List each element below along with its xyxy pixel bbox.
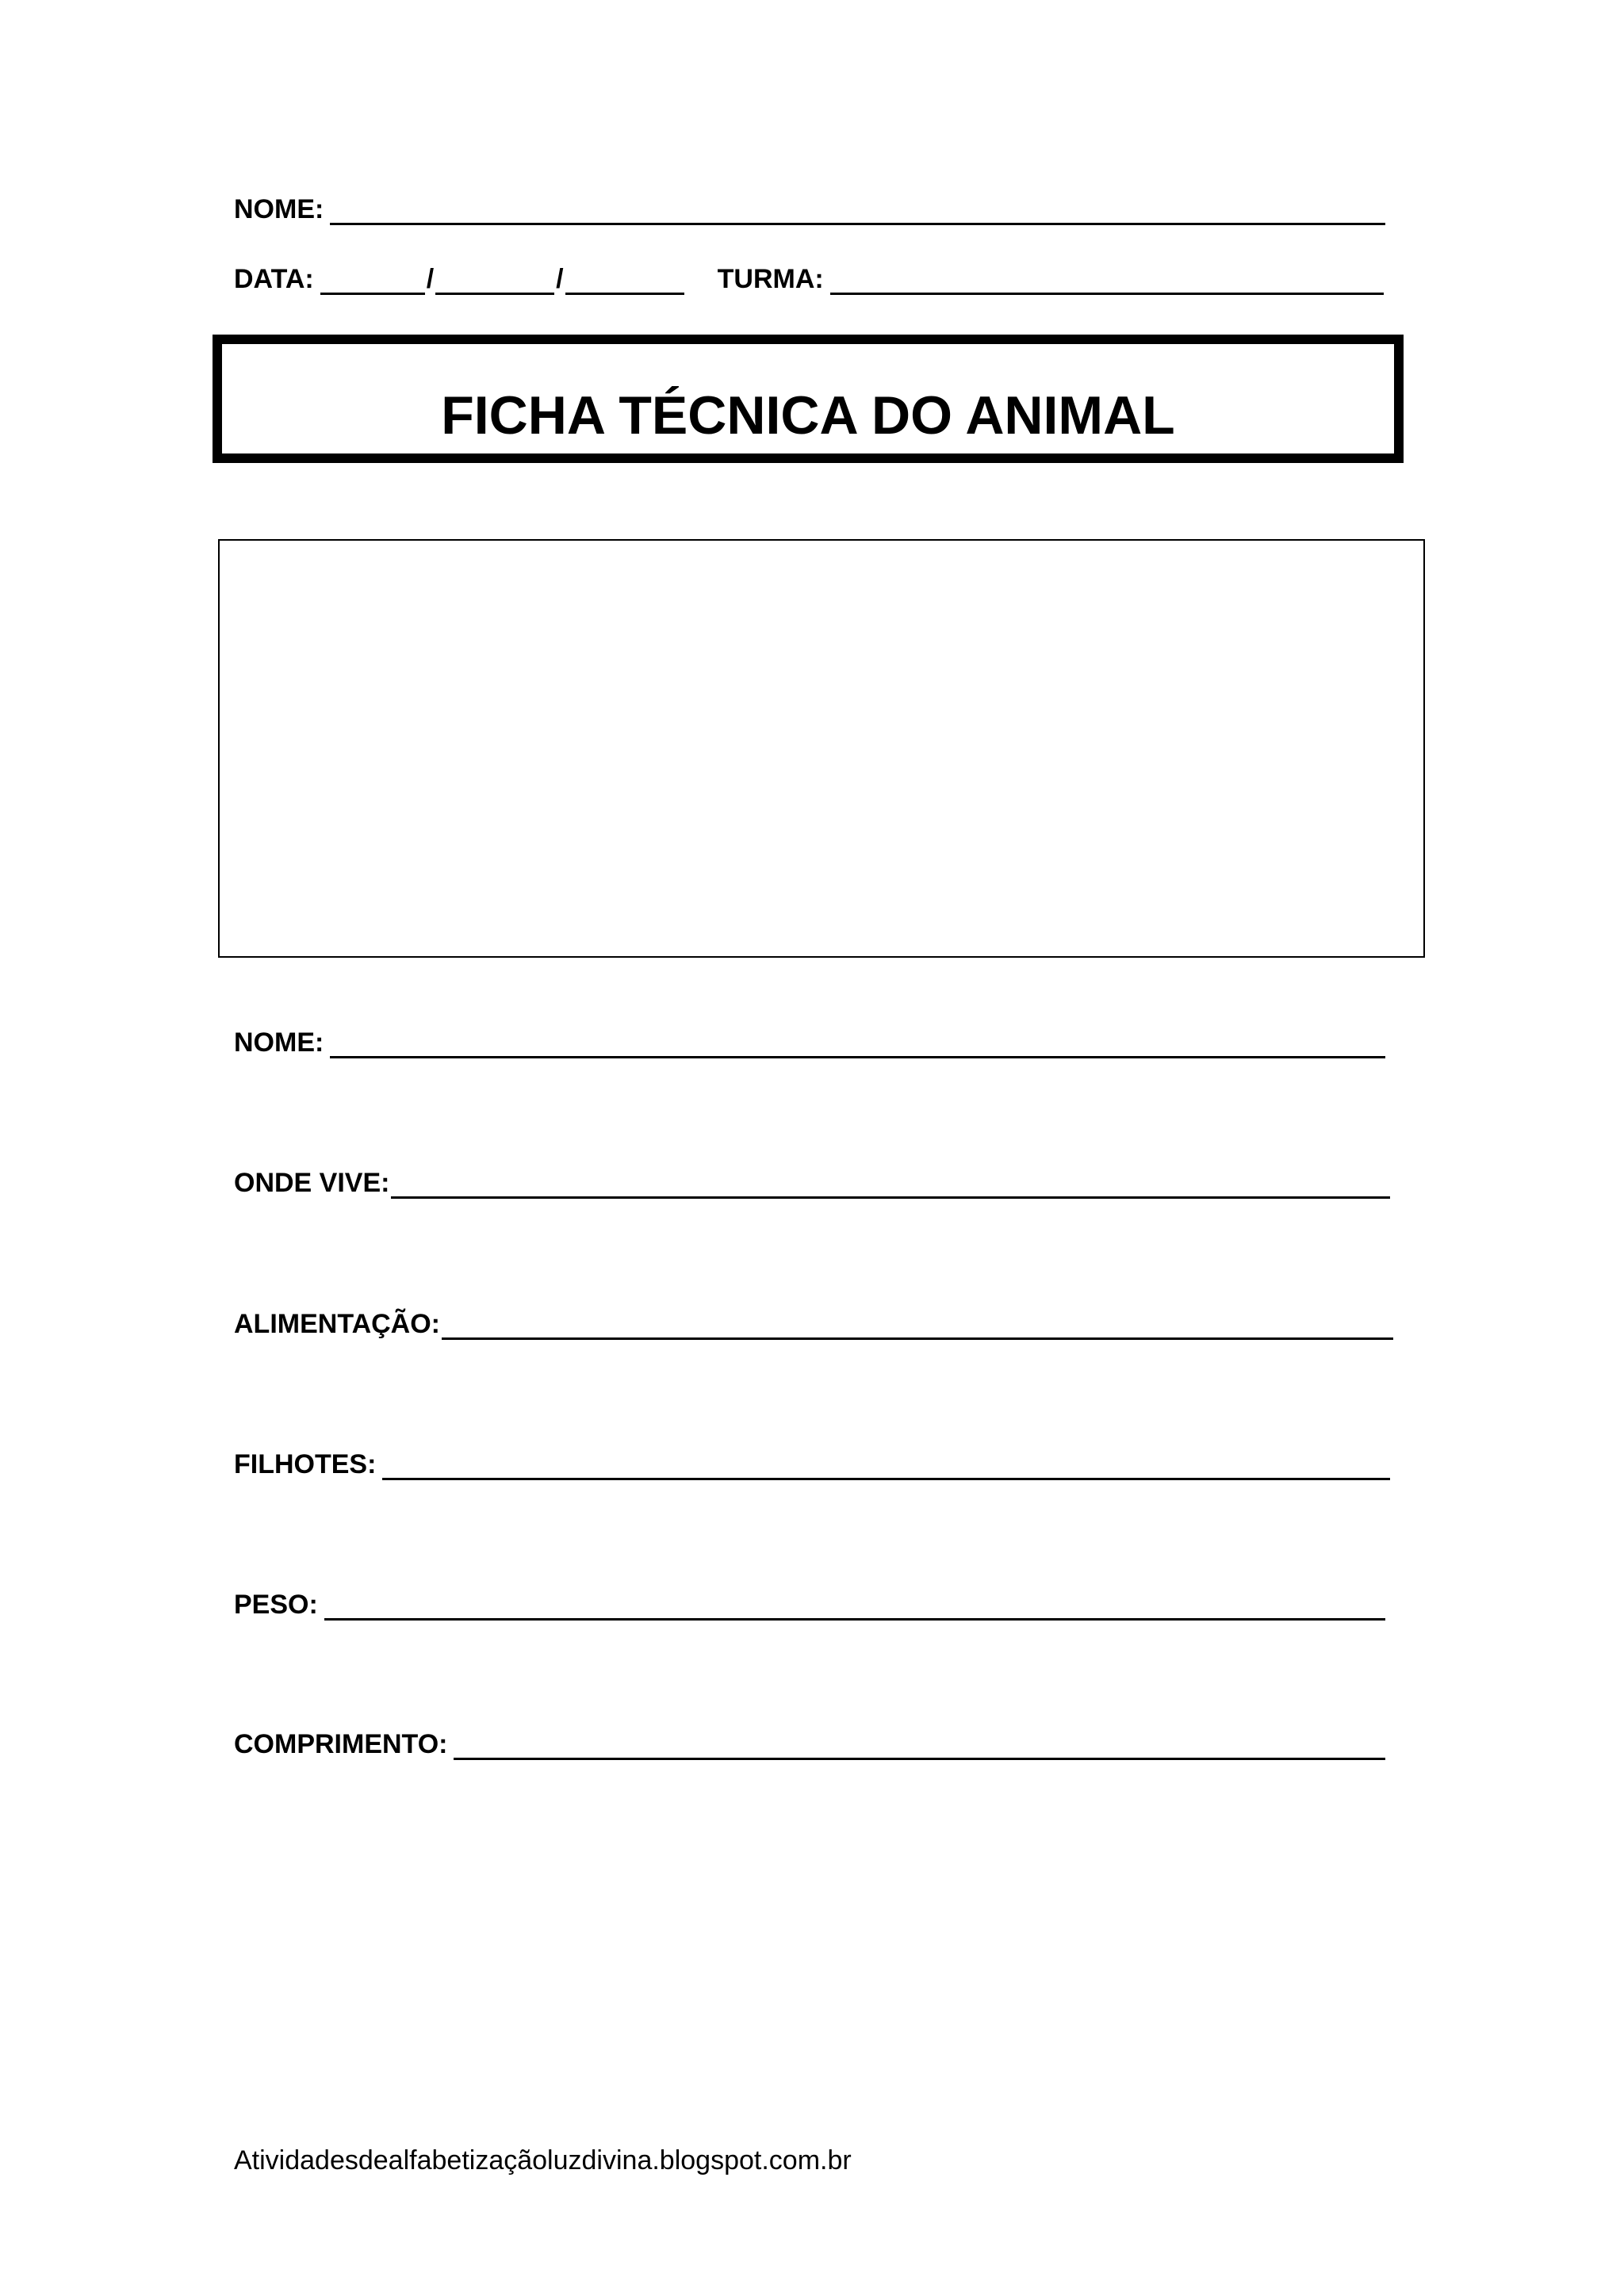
date-separator-1: /	[426, 264, 435, 294]
habitat-label: ONDE VIVE:	[234, 1168, 390, 1198]
date-year-field[interactable]	[565, 269, 684, 295]
date-class-row	[234, 263, 1384, 295]
class-label: TURMA:	[717, 264, 824, 294]
animal-picture-area[interactable]	[218, 539, 1425, 958]
food-label: ALIMENTAÇÃO:	[234, 1309, 440, 1339]
date-separator-2: /	[556, 264, 564, 294]
length-row	[234, 1728, 1385, 1760]
weight-field[interactable]	[324, 1594, 1385, 1621]
animal-name-label: NOME:	[234, 1027, 324, 1058]
student-name-row	[234, 193, 1385, 225]
date-day-field[interactable]	[320, 269, 425, 295]
length-label: COMPRIMENTO:	[234, 1729, 448, 1759]
animal-name-row	[234, 1027, 1385, 1058]
offspring-field[interactable]	[382, 1454, 1390, 1480]
class-field[interactable]	[830, 269, 1384, 295]
habitat-field[interactable]	[391, 1173, 1390, 1199]
student-name-label: NOME:	[234, 194, 324, 224]
weight-row	[234, 1589, 1385, 1621]
page-title: FICHA TÉCNICA DO ANIMAL	[441, 385, 1175, 446]
student-name-field[interactable]	[330, 199, 1385, 225]
offspring-row	[234, 1448, 1390, 1480]
animal-name-field[interactable]	[330, 1032, 1385, 1058]
habitat-row	[234, 1167, 1390, 1199]
date-label: DATA:	[234, 264, 314, 294]
offspring-label: FILHOTES:	[234, 1449, 377, 1479]
food-row	[234, 1308, 1393, 1340]
footer-source-text: Atividadesdealfabetizaçãoluzdivina.blogspot.com.br	[234, 2145, 852, 2175]
date-month-field[interactable]	[435, 269, 554, 295]
weight-label: PESO:	[234, 1590, 318, 1620]
food-field[interactable]	[442, 1314, 1393, 1340]
title-box	[213, 335, 1404, 463]
length-field[interactable]	[454, 1734, 1385, 1760]
